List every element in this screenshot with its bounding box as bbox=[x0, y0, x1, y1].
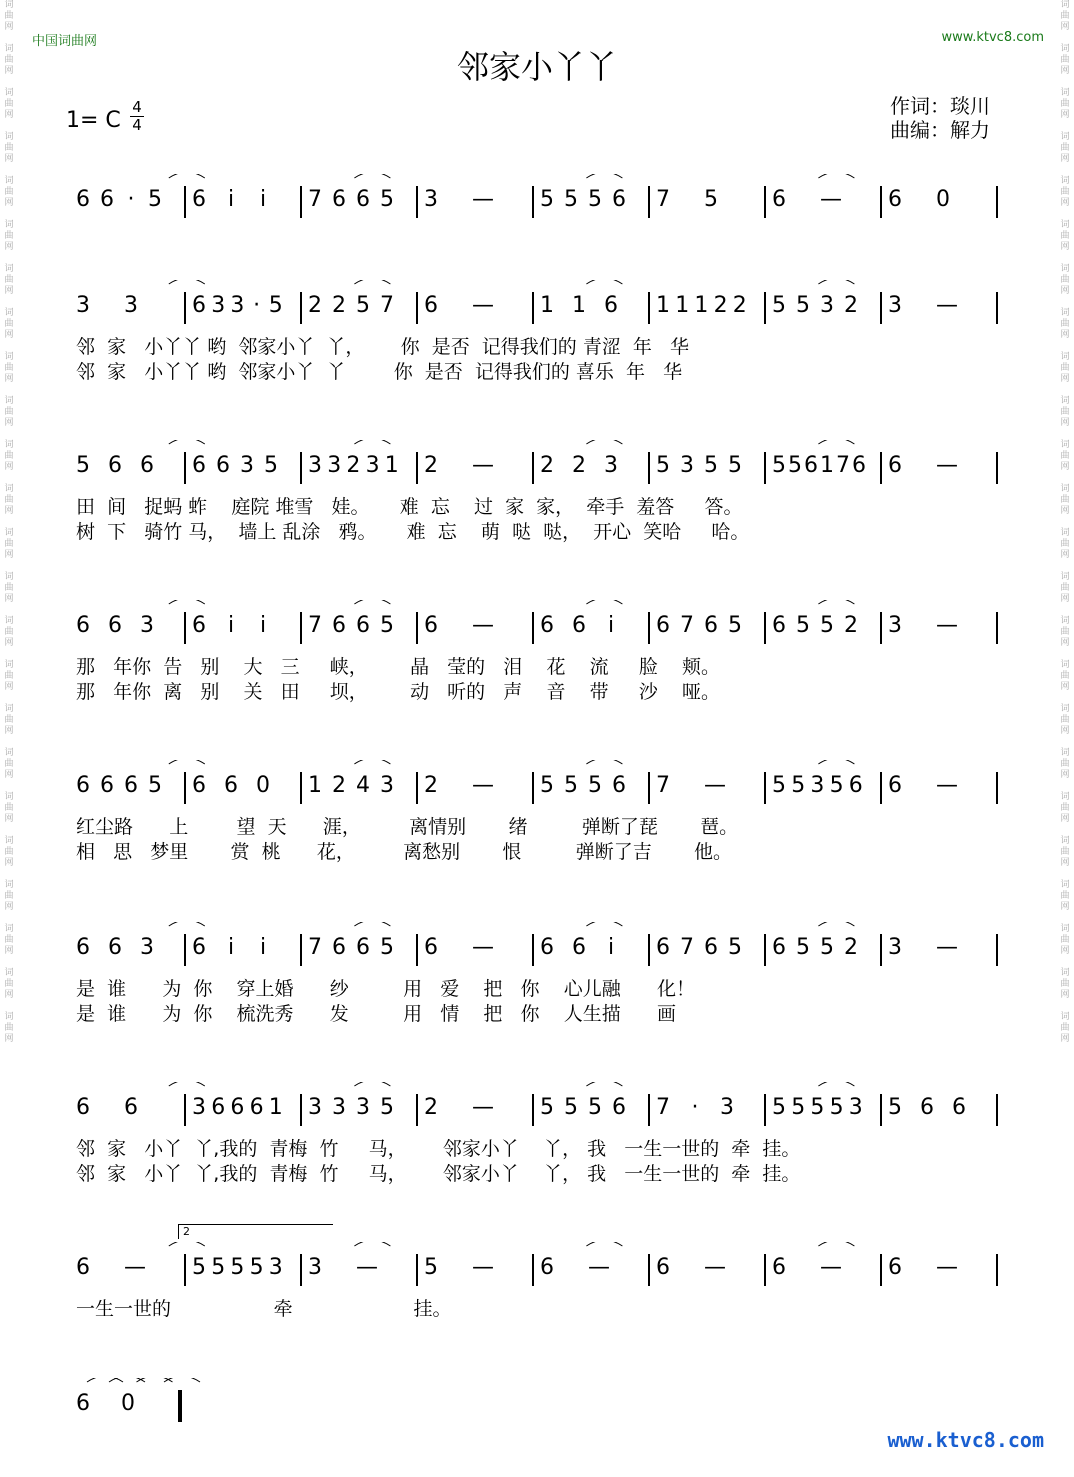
note: 6 bbox=[76, 1255, 90, 1280]
note: 5 bbox=[588, 1095, 602, 1120]
note: 6 bbox=[192, 935, 206, 960]
slur bbox=[818, 174, 854, 178]
slur bbox=[169, 280, 205, 284]
note: 3 bbox=[268, 1255, 283, 1280]
note: 5 bbox=[588, 773, 602, 798]
note: i bbox=[607, 613, 615, 638]
note: 6 bbox=[772, 1255, 786, 1280]
note: 3 bbox=[76, 293, 90, 318]
note: 7 bbox=[656, 187, 670, 212]
note: 2 bbox=[844, 293, 858, 318]
note: 6 bbox=[224, 773, 238, 798]
extension-dash: — bbox=[704, 1255, 726, 1280]
lyric-line: 相 思 梦里 赏 桃 花， 离愁别 恨 弹断了吉 他。 bbox=[76, 841, 733, 863]
note: 6 bbox=[108, 453, 122, 478]
note: 4 bbox=[356, 773, 370, 798]
extension-dash: — bbox=[936, 613, 958, 638]
note: 6 bbox=[540, 935, 554, 960]
note: 3 bbox=[888, 293, 902, 318]
note: i bbox=[259, 187, 267, 212]
note: 6 bbox=[424, 293, 438, 318]
note: 6 bbox=[192, 187, 206, 212]
slur bbox=[586, 600, 622, 604]
extension-dash: — bbox=[472, 187, 494, 212]
note: 5 bbox=[704, 187, 718, 212]
site-logo-left: 中国词曲网 bbox=[32, 34, 98, 49]
note: 3 bbox=[140, 935, 154, 960]
note: 6 bbox=[192, 613, 206, 638]
note: 6 bbox=[804, 453, 818, 478]
slur bbox=[169, 922, 205, 926]
slur bbox=[354, 1082, 390, 1086]
note: 0 bbox=[256, 773, 270, 798]
note: 3 bbox=[888, 935, 902, 960]
note: 5 bbox=[192, 1255, 206, 1280]
note: 3 bbox=[380, 773, 394, 798]
slur bbox=[354, 600, 390, 604]
note: 6 bbox=[356, 187, 370, 212]
note: 6 bbox=[216, 453, 230, 478]
composer-credit: 曲编：解力 bbox=[890, 118, 990, 142]
slur bbox=[354, 1242, 390, 1246]
note: 7 bbox=[680, 935, 694, 960]
note: i bbox=[227, 935, 235, 960]
note: 5 bbox=[264, 453, 278, 478]
note: 3 bbox=[356, 1095, 370, 1120]
note: 6 bbox=[888, 1255, 902, 1280]
note: 2 bbox=[713, 293, 728, 318]
note: 3 bbox=[680, 453, 694, 478]
note: 5 bbox=[230, 1255, 245, 1280]
note: 3 bbox=[240, 453, 254, 478]
note: · bbox=[253, 293, 261, 318]
extension-dash: — bbox=[936, 293, 958, 318]
left-watermark-strip: 词 曲 网 词 曲 网 词 曲 网 词 曲 网 词 曲 网 词 曲 网 词 曲 网 词 曲 网 词 曲 网 词 曲 网 词 曲 网 词 曲 网 词 曲 网 词 曲 网 词 曲 网 词 曲 网 词 曲 网 词 曲 网 词 曲 网 词 曲 网 词 曲 网 词 曲 网 词 曲 网 词 曲 网 bbox=[4, 0, 14, 1044]
note: i bbox=[259, 935, 267, 960]
note: 5 bbox=[564, 187, 578, 212]
note: 2 bbox=[346, 453, 361, 478]
note: 1 bbox=[540, 293, 554, 318]
note: 3 bbox=[308, 1095, 322, 1120]
slur-arcs bbox=[0, 440, 1074, 480]
slur bbox=[354, 922, 390, 926]
note: 6 bbox=[612, 773, 626, 798]
note: 5 bbox=[148, 187, 162, 212]
slur-arcs bbox=[0, 922, 1074, 962]
note: 5 bbox=[424, 1255, 438, 1280]
slur bbox=[818, 760, 854, 764]
note: 3 bbox=[720, 1095, 734, 1120]
slur bbox=[586, 760, 622, 764]
note: 6 bbox=[888, 453, 902, 478]
note: 5 bbox=[820, 935, 834, 960]
note: 6 bbox=[656, 613, 670, 638]
slur bbox=[586, 440, 622, 444]
extension-dash: — bbox=[588, 1255, 610, 1280]
note: 6 bbox=[952, 1095, 966, 1120]
slur bbox=[354, 174, 390, 178]
note: 5 bbox=[888, 1095, 902, 1120]
note: 5 bbox=[796, 293, 810, 318]
slur bbox=[586, 174, 622, 178]
lyric-line: 那 年你 告 别 大 三 峡， 晶 莹的 泪 花 流 脸 颊。 bbox=[76, 656, 720, 678]
note: · bbox=[691, 1095, 699, 1120]
lyric-line: 邻 家 小丫 丫,我的 青梅 竹 马， 邻家小丫 丫， 我 一生一世的 牵 挂。 bbox=[76, 1138, 801, 1160]
lyric-line: 是 谁 为 你 梳洗秀 发 用 情 把 你 人生描 画 bbox=[76, 1003, 676, 1025]
song-title: 邻家小丫丫 bbox=[456, 48, 617, 86]
note: 6 bbox=[192, 773, 206, 798]
note: 6 bbox=[356, 935, 370, 960]
note: 3 bbox=[848, 1095, 863, 1120]
lyric-line: 一生一世的 牵 挂。 bbox=[76, 1298, 452, 1320]
extension-dash: — bbox=[936, 453, 958, 478]
note: 6 bbox=[704, 935, 718, 960]
slur bbox=[818, 922, 854, 926]
note: 5 bbox=[728, 613, 742, 638]
slur bbox=[87, 1378, 123, 1382]
note: 5 bbox=[564, 1095, 578, 1120]
slur-arcs bbox=[0, 1242, 1074, 1282]
note: 5 bbox=[380, 1095, 394, 1120]
slur bbox=[586, 1082, 622, 1086]
note: 0 bbox=[936, 187, 950, 212]
note: 3 bbox=[211, 293, 226, 318]
lyricist-credit: 作词：琰川 bbox=[890, 94, 990, 118]
note: 5 bbox=[564, 773, 578, 798]
lyric-line: 红尘路 上 望 天 涯， 离情别 绪 弹断了琵 琶。 bbox=[76, 816, 739, 838]
slur bbox=[818, 1082, 854, 1086]
note: 7 bbox=[680, 613, 694, 638]
note: 6 bbox=[612, 1095, 626, 1120]
note: 6 bbox=[604, 293, 618, 318]
note: · bbox=[127, 187, 135, 212]
slur bbox=[169, 440, 205, 444]
slur bbox=[354, 760, 390, 764]
slur-arcs bbox=[0, 280, 1074, 320]
note: 1 bbox=[694, 293, 709, 318]
site-url-right: www.ktvc8.com bbox=[941, 30, 1044, 45]
note: 5 bbox=[788, 453, 802, 478]
key-signature: 1= C bbox=[66, 108, 121, 133]
note: 3 bbox=[365, 453, 380, 478]
note: 3 bbox=[140, 613, 154, 638]
note: 3 bbox=[308, 1255, 322, 1280]
note: 5 bbox=[211, 1255, 226, 1280]
note: 6 bbox=[108, 935, 122, 960]
extension-dash: — bbox=[820, 187, 842, 212]
note: 5 bbox=[249, 1255, 264, 1280]
note: 6 bbox=[76, 187, 90, 212]
note: 1 bbox=[384, 453, 399, 478]
note: 5 bbox=[772, 1095, 786, 1120]
note: 5 bbox=[796, 935, 810, 960]
slur bbox=[169, 174, 205, 178]
note: 3 bbox=[124, 293, 138, 318]
slur bbox=[354, 440, 390, 444]
note: 1 bbox=[308, 773, 322, 798]
note: 3 bbox=[327, 453, 342, 478]
note: 6 bbox=[211, 1095, 226, 1120]
slur bbox=[354, 280, 390, 284]
note: 1 bbox=[656, 293, 670, 318]
volta-bracket: 2 bbox=[178, 1224, 333, 1239]
note: 6 bbox=[656, 1255, 670, 1280]
note: 6 bbox=[540, 1255, 554, 1280]
slur-arcs bbox=[0, 1082, 1074, 1122]
slur bbox=[169, 600, 205, 604]
note: 1 bbox=[268, 1095, 283, 1120]
note: i bbox=[227, 613, 235, 638]
note: 7 bbox=[380, 293, 394, 318]
note: 5 bbox=[380, 613, 394, 638]
note: 1 bbox=[820, 453, 834, 478]
slur bbox=[586, 280, 622, 284]
lyric-line: 树 下 骑竹 马， 墙上 乱涂 鸦。 难 忘 萌 哒 哒， 开心 笑哈 哈。 bbox=[76, 521, 750, 543]
note: 3 bbox=[820, 293, 834, 318]
extension-dash: — bbox=[472, 293, 494, 318]
note: 2 bbox=[844, 613, 858, 638]
note: 6 bbox=[772, 613, 786, 638]
note: 5 bbox=[656, 453, 670, 478]
note: 6 bbox=[76, 1095, 90, 1120]
note: 6 bbox=[772, 187, 786, 212]
note: 7 bbox=[308, 187, 322, 212]
note: 5 bbox=[148, 773, 162, 798]
extension-dash: — bbox=[472, 613, 494, 638]
note: 3 bbox=[888, 613, 902, 638]
slur bbox=[169, 760, 205, 764]
note: 6 bbox=[124, 1095, 138, 1120]
footer-brand-logo: www.ktvc8.com bbox=[887, 1428, 1044, 1452]
extension-dash: — bbox=[704, 773, 726, 798]
note: 2 bbox=[844, 935, 858, 960]
note: 5 bbox=[540, 773, 554, 798]
lyric-line: 邻 家 小丫丫 哟 邻家小丫 丫 你 是否 记得我们的 喜乐 年 华 bbox=[76, 361, 683, 383]
note: 5 bbox=[704, 453, 718, 478]
note: 6 bbox=[332, 613, 346, 638]
note: 6 bbox=[888, 773, 902, 798]
lyric-line: 那 年你 离 别 关 田 坝， 动 听的 声 音 带 沙 哑。 bbox=[76, 681, 720, 703]
note: 3 bbox=[424, 187, 438, 212]
note: 6 bbox=[704, 613, 718, 638]
note: 7 bbox=[656, 1095, 670, 1120]
note: 3 bbox=[604, 453, 618, 478]
lyric-line: 邻 家 小丫丫 哟 邻家小丫 丫， 你 是否 记得我们的 青涩 年 华 bbox=[76, 336, 690, 358]
note: 3 bbox=[308, 453, 322, 478]
note: 5 bbox=[772, 293, 786, 318]
extension-dash: — bbox=[820, 1255, 842, 1280]
note: 7 bbox=[308, 935, 322, 960]
note: 5 bbox=[796, 613, 810, 638]
note: 2 bbox=[308, 293, 322, 318]
slur-arcs bbox=[0, 174, 1074, 214]
meter-top: 4 bbox=[132, 98, 142, 116]
note: 6 bbox=[656, 935, 670, 960]
extension-dash: — bbox=[936, 935, 958, 960]
note: 5 bbox=[791, 773, 806, 798]
note: 6 bbox=[192, 453, 206, 478]
note: 5 bbox=[728, 453, 742, 478]
note: 1 bbox=[675, 293, 690, 318]
note: 6 bbox=[76, 1391, 90, 1416]
note: 5 bbox=[829, 773, 844, 798]
note: 2 bbox=[332, 773, 346, 798]
extension-dash: — bbox=[356, 1255, 378, 1280]
note: 6 bbox=[888, 187, 902, 212]
note: 6 bbox=[140, 453, 154, 478]
note: 6 bbox=[76, 613, 90, 638]
note: 6 bbox=[572, 935, 586, 960]
note: 2 bbox=[424, 773, 438, 798]
note: 5 bbox=[728, 935, 742, 960]
note: 3 bbox=[230, 293, 245, 318]
note: 2 bbox=[424, 1095, 438, 1120]
note: i bbox=[259, 613, 267, 638]
note: 6 bbox=[76, 773, 90, 798]
note: 6 bbox=[249, 1095, 264, 1120]
note: 6 bbox=[848, 773, 863, 798]
note: 2 bbox=[732, 293, 747, 318]
note: 5 bbox=[588, 187, 602, 212]
slur bbox=[169, 1082, 205, 1086]
note: 2 bbox=[332, 293, 346, 318]
meter-bottom: 4 bbox=[132, 116, 142, 134]
slur bbox=[818, 280, 854, 284]
note: 6 bbox=[920, 1095, 934, 1120]
slur bbox=[586, 1242, 622, 1246]
slur bbox=[818, 1242, 854, 1246]
note: 7 bbox=[308, 613, 322, 638]
note: 6 bbox=[192, 293, 206, 318]
extension-dash: — bbox=[472, 1095, 494, 1120]
note: 5 bbox=[380, 935, 394, 960]
note: 6 bbox=[612, 187, 626, 212]
note: 5 bbox=[540, 1095, 554, 1120]
note: i bbox=[607, 935, 615, 960]
slur-arcs bbox=[0, 1378, 1074, 1418]
note: 3 bbox=[332, 1095, 346, 1120]
note: 5 bbox=[829, 1095, 844, 1120]
extension-dash: — bbox=[472, 773, 494, 798]
note: 5 bbox=[268, 293, 283, 318]
slur-arcs bbox=[0, 600, 1074, 640]
note: 6 bbox=[124, 773, 138, 798]
note: 6 bbox=[572, 613, 586, 638]
note: 6 bbox=[332, 935, 346, 960]
note: 7 bbox=[836, 453, 850, 478]
slur-arcs bbox=[0, 760, 1074, 800]
lyric-line: 田 间 捉蚂 蚱 庭院 堆雪 娃。 难 忘 过 家 家， 牵手 羞答 答。 bbox=[76, 496, 743, 518]
note: 6 bbox=[76, 935, 90, 960]
extension-dash: — bbox=[472, 453, 494, 478]
extension-dash: — bbox=[124, 1255, 146, 1280]
note: 5 bbox=[540, 187, 554, 212]
note: 6 bbox=[852, 453, 866, 478]
slur bbox=[586, 922, 622, 926]
extension-dash: — bbox=[472, 1255, 494, 1280]
time-signature bbox=[130, 100, 144, 133]
note: 6 bbox=[424, 935, 438, 960]
note: 6 bbox=[100, 773, 114, 798]
slur bbox=[818, 600, 854, 604]
note: 6 bbox=[332, 187, 346, 212]
note: 5 bbox=[772, 453, 786, 478]
note: 2 bbox=[540, 453, 554, 478]
note: 6 bbox=[772, 935, 786, 960]
note: 5 bbox=[791, 1095, 806, 1120]
lyric-line: 是 谁 为 你 穿上婚 纱 用 爱 把 你 心儿融 化！ bbox=[76, 978, 695, 1000]
note: 2 bbox=[424, 453, 438, 478]
note: 0 bbox=[121, 1391, 135, 1416]
note: 5 bbox=[810, 1095, 825, 1120]
extension-dash: — bbox=[936, 773, 958, 798]
note: 7 bbox=[656, 773, 670, 798]
note: 5 bbox=[772, 773, 786, 798]
slur bbox=[169, 1242, 205, 1246]
note: 2 bbox=[572, 453, 586, 478]
note: 6 bbox=[540, 613, 554, 638]
note: 6 bbox=[424, 613, 438, 638]
note: 5 bbox=[356, 293, 370, 318]
extension-dash: — bbox=[472, 935, 494, 960]
note: 6 bbox=[230, 1095, 245, 1120]
extension-dash: — bbox=[936, 1255, 958, 1280]
note: i bbox=[227, 187, 235, 212]
lyric-line: 邻 家 小丫 丫,我的 青梅 竹 马， 邻家小丫 丫， 我 一生一世的 牵 挂。 bbox=[76, 1163, 801, 1185]
right-watermark-strip: 词 曲 网 词 曲 网 词 曲 网 词 曲 网 词 曲 网 词 曲 网 词 曲 网 词 曲 网 词 曲 网 词 曲 网 词 曲 网 词 曲 网 词 曲 网 词 曲 网 词 曲 网 词 曲 网 词 曲 网 词 曲 网 词 曲 网 词 曲 网 词 曲 网 词 曲 网 词 曲 网 词 曲 网 bbox=[1060, 0, 1070, 1044]
note: 5 bbox=[76, 453, 90, 478]
note: 6 bbox=[100, 187, 114, 212]
note: 3 bbox=[810, 773, 825, 798]
note: 5 bbox=[380, 187, 394, 212]
note: 3 bbox=[192, 1095, 206, 1120]
note: 1 bbox=[572, 293, 586, 318]
note: 5 bbox=[820, 613, 834, 638]
slur bbox=[818, 440, 854, 444]
note: 6 bbox=[356, 613, 370, 638]
note: 6 bbox=[108, 613, 122, 638]
